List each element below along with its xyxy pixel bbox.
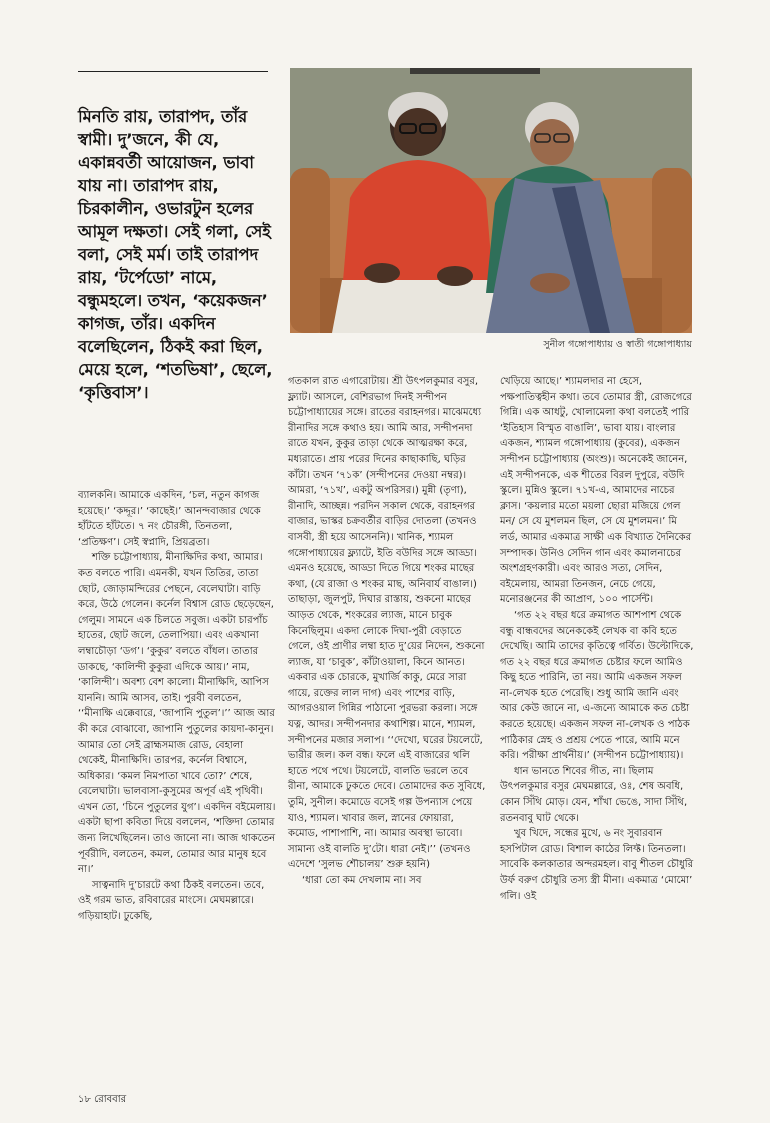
pull-quote: মিনতি রায়, তারাপদ, তাঁর স্বামী। দু’জনে, কী যে, একান্নবর্তী আয়োজন, ভাবা যায় না। তারাপদ রায়, চিরকালীন, ওভারটুন হলের আমূল দক্ষতা। সেই গলা, সেই বলা, সেই মর্ম। তাই তারাপদ রায়, ‘টর্পেডো’ নামে, বন্ধুমহলে। তখন, ‘কয়েকজন’ কাগজ, তাঁর। একদিন বলেছিলেন, ঠিকই করা ছিল, মেয়ে হলে, ‘শতভিষা’, ছেলে, ‘কৃত্তিবাস’। [78,107,273,402]
text-column-1 [78,488,276,925]
paragraph: খেড়িয়ে আছে।’ শ্যামলদার না হেসে, পক্ষপাতিত্বহীন কথা। তবে তোমার স্ত্রী, রোজগেরে গিন্নি। এক আধটু, খোলামেলা কথা বলতেই পারি ‘ইতিহাস বিস্মৃত বাঙালি’, ভাবা যায়। বাংলার একজন, শ্যামল গঙ্গোপাধ্যায় (কুবের), একজন সন্দীপন চট্টোপাধ্যায় (অংশু)। অনেকেই জানেন, এই সন্দীপনকে, এক শীতের বিরল দুপুরে, বউদি স্কুলে। মুন্নিও স্কুলে। ৭১খ-এ, আমাদের নাচের ক্লাস। ‘কয়লার মতো ময়লা ছোরা মজিয়ে গেল মন/ সে যে মুশলমন ছিল, সে যে মুশলমন।’ মি লর্ড, আমার একমাত্র সাক্ষী এক বিখ্যাত দৈনিকের সম্পাদক। উনিও সেদিন গান এবং কমালনাচের অংশগ্রহণকারী। এবং আরও সত্য, সেদিন, বইমেলায়, আমরা তিনজন, নেচে গেয়ে, মনোরঞ্জনের কী আপ্রাণ, ১০০ পার্সেন্ট। [500,376,692,606]
paragraph: শক্তি চট্টোপাধ্যায়, মীনাক্ষিদির কথা, আমার। কত বলতে পারি। এমনকী, যখন তিতির, তাতা ছোট, জোড়ামন্দিরের পেছনে, বেলেঘাটা। বাড়ি করে, উঠে গেলেন। কর্নেল বিশ্বাস রোড ছেড়েছেন, গেলুম। সামনে এক চিলতে সবুজ। একটা চারপাঁচ হাতের, ছোট জলে, তেলাপিয়া। এবং একখানা লম্বাচৌড়া ‘ডগ’। ‘কুকুর’ বলতে বাঁধল। তাতার ডাকছে, ‘কালিন্দী কুকুরা এদিকে আয়।’ নাম, ‘কালিন্দী’। অবশ্য বেশ কালো। মীনাক্ষিদি, আপিস যাননি। আমি আসব, তাই। পুরবী বলতেন, ‘‘মীনাক্ষি এক্কেবারে, ‘জাপানি পুতুল’।’’ আজ আর কী করে বোঝাবো, জাপানি পুতুলের কায়দা-কানুন। আমার তো সেই ব্রাহ্মসমাজ রোড, বেহালা থেকেই, মীনাক্ষিদি। তারপর, কর্নেল বিশ্বাসে, অধিকার। ‘কমল নিমপাতা খাবে তো?’ শেষে, বেলেঘাটা। ভালবাসা-কুসুমের অপূর্ব এই পৃথিবী। এখন তো, ‘চিনে পুতুলের যুগ’। একদিন বইমেলায়। একটা ছাপা কবিতা দিয়ে বললেন, ‘শক্তিদা তোমার জন্য লিখেছিলেন। তাও জানো না। আজ থাকতেন পূর্বরীদি, বলতেন, কমল, তোমার আর মানুষ হবে না।’ [78,552,276,876]
paragraph: খুব খিদে, সন্ধের মুখে, ৬ নং সুবারবান হসপিটাল রোড। বিশাল কাঠের লিফ্ট। তিনতলা। সাবেকি কলকাতার অন্দরমহল। বাবু শীতল চৌধুরি উর্ফ বরুণ চৌধুরি তস্য স্ত্রী মীনা। একমাত্র ‘মোমো’ গলি। ওই [500,828,694,902]
page-folio: ১৮ রোববার [78,1094,127,1105]
text-column-3 [500,374,696,904]
paragraph: গতকাল রাত এগারোটায়। শ্রী উৎপলকুমার বসুর, ফ্ল্যাট। আসলে, বেশিরভাগ দিনই সন্দীপন চট্টোপাধ্যায়ের সঙ্গে। রাতের বরাহনগর। মাঝেমধ্যে রীনাদির সঙ্গে কথাও হয়। আমি আর, সন্দীপনদা রাতে যখন, কুকুর তাড়া থেকে আত্মরক্ষা করে, মধ্যরাতে। প্রায় পরের দিনের কাছাকাছি, ঘড়ির কাঁটা। তখন ‘৭১ক’ (সন্দীপনের দেওয়া নম্বর)। আমরা, ‘৭১খ’, একটু অপরিসর।) মুন্নী (তৃণা), রীনাদি, আচ্ছন্ন। পরদিন সকাল থেকে, বরাহনগর বাজার, ভাস্কর চক্রবর্তীর বাড়ির দোতলা (তখনও বাসবী, স্ত্রী হয়ে আসেননি)। খানিক, শ্যামল গঙ্গোপাধ্যায়ের ফ্ল্যাটে, ইতি বউদির সঙ্গে আড্ডা। এমনও হয়েছে, আড্ডা দিতে গিয়ে শংকর মাছের কথা, (যে রাজা ও শংকর মাছ, অনিবার্য বাঙাল।) তাছাড়া, জুলপুট, দিঘার রাস্তায়, শুকনো মাছের আড়ত থেকে, শংকরের ল্যাজ, মানে চাবুক কিনেছিলুম। একদা লোকে দিঘা-পুরী বেড়াতে গেলে, ওই প্রাণীর লম্বা হাত দু’য়ের নিদেন, শুকনো ল্যাজ, যা ‘চাবুক’, কাঁটাওয়ালা, কিনে আনত। একবার এক চোরকে, মুখার্জি কাকু, মেরে সারা গায়ে, রক্তের লাল দাগ) এবং পাশের বাড়ি, আগরওয়াল গিন্নির পাঠানো পুরভরা করলা। সঙ্গে যত্ন, আদর। সন্দীপনদার কথাশিল্প। মানে, শ্যামল, সন্দীপনের মজার সলাপ। ‘‘দেখো, ঘরের টয়লেটে, ভারীর জল। কল বন্ধ। ফলে এই বাজারের থলি হাতে পথে পথে। টয়লেটে, বালতি ভরলে তবে রীনা, আমাকে ঢুকতে দেবে। তোমাদের কত সুবিধে, তুমি, সুনীল। কমোডে বসেই গল্প উপন্যাস পেয়ে যাও, শ্যামল। খাবার জল, স্নানের ফোয়ারা, কমোড, পাশাপাশি, না। আমার অবস্থা ভাবো। সামান্য ওই বালতি দু’টো। ধারা নেই।’’ (তখনও এদেশে ‘সুলভ শৌচালয়’ শুরু হয়নি) [288,376,486,871]
paragraph: ধান ভানতে শিবের গীত, না। ছিলাম উৎপলকুমার বসুর মেঘমল্লারে, ওঃ, শেষ অবধি, কোন সিঁথি মোড়। যেন, শাঁখা ভেঙে, সাদা সিঁথি, রতনবাবু ঘাট থেকে। [500,765,688,824]
paragraph: ‘ধারা তো কম দেখলাম না। সব [302,875,422,886]
top-rule [78,71,268,72]
paragraph: সাত্বনাদি দু’চারটে কথা ঠিকই বলতেন। তবে, ওই গরম ভাত, রবিবারের মাংসে। মেঘমল্লারে। গড়িয়াহাট। ঢুকেছি, [78,879,265,923]
couple-photo [290,68,692,333]
text-column-2 [288,374,486,889]
paragraph: ব্যালকনি। আমাকে একদিন, ‘চল, নতুন কাগজ হয়েছে।’ ‘কদ্দূর।’ ‘কাছেই।’ আনন্দবাজার থেকে হাঁটতে হাঁটতে। ৭ নং চৌরঙ্গী, তিনতলা, ‘প্রতিক্ষণ’। সেই স্বপ্নাদি, প্রিয়ব্রতা। [78,490,261,548]
paragraph: ‘গত ২২ বছর ধরে ক্রমাগত আশপাশ থেকে বন্ধু বান্ধবদের অনেককেই লেখক বা কবি হতে দেখেছি। আমি তাদের কৃতিত্বে গর্বিত। উল্টোদিকে, গত ২২ বছর ধরে ক্রমাগত চেষ্টার ফলে আমিও কিছু হতে পারিনি, তা নয়। আমি একজন সফল না-লেখক হতে পেরেছি। শুধু আমি জানি এবং আর কেউ জানে না, এ-জন্যে আমাকে কত চেষ্টা করতে হয়েছে। একজন সফল না-লেখক ও পাঠক পাঠিকার স্নেহ ও প্রশ্রয় পেতে পারে, আমি মনে করি। পরীক্ষা প্রার্থনীয়।’ (সন্দীপন চট্টোপাধ্যায়)। [500,609,694,762]
photo-caption: সুনীল গঙ্গোপাধ্যায় ও স্বাতী গঙ্গোপাধ্যায় [543,339,692,350]
